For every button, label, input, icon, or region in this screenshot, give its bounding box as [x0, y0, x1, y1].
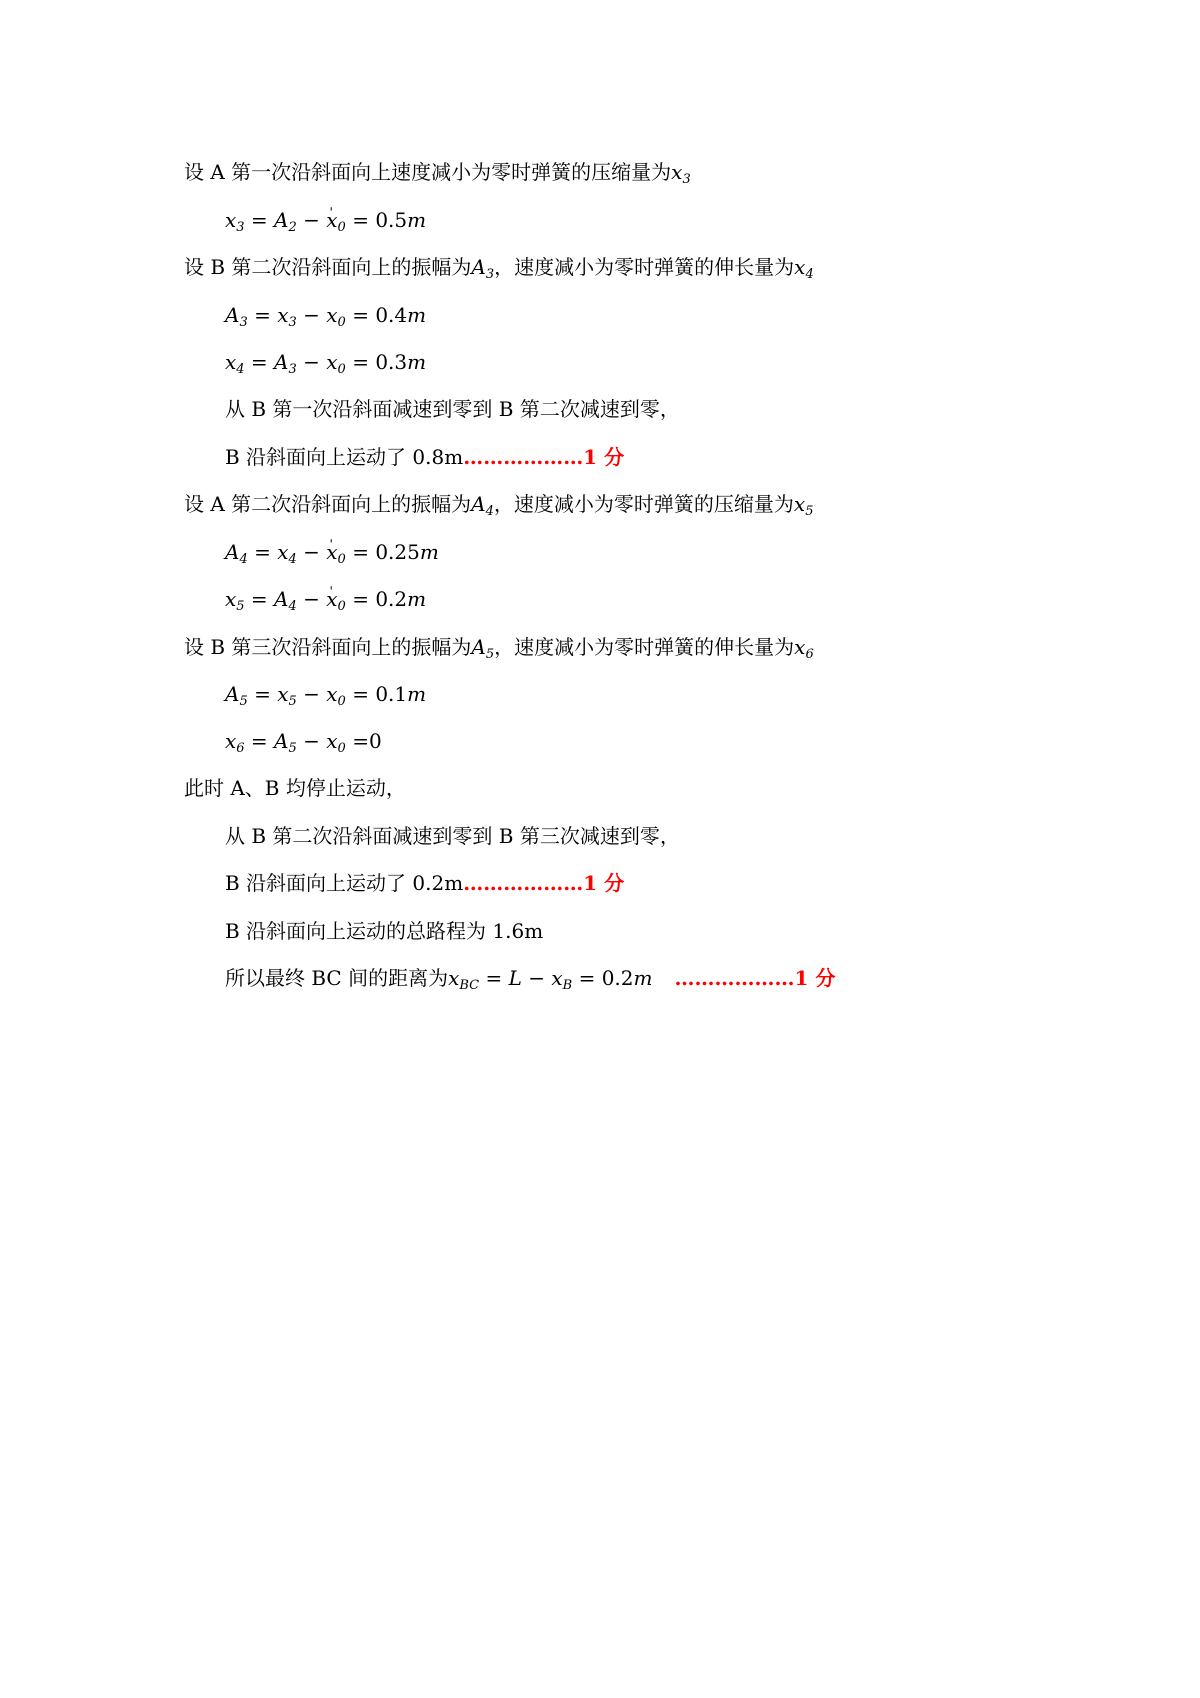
score-mark-3: ………………1 分 — [674, 966, 836, 990]
text-line-1 — [184, 156, 691, 188]
equation-line-10 — [225, 583, 426, 615]
text-line-16 — [225, 867, 624, 899]
equation-line-5 — [225, 346, 426, 378]
equation-A3: $A_3 = x_3 - x_0 = 0.4m$ — [225, 303, 427, 330]
line-17-text: B 沿斜面向上运动的总路程为 1.6m — [225, 919, 544, 943]
equation-x5: $x_5 = A_4 - x$ ˈ$_0$ = 0.2m — [225, 587, 426, 611]
line-1-text: 设 A 第一次沿斜面向上速度减小为零时弹簧的压缩量为 — [184, 160, 672, 184]
equation-x6: $x_6 = A_5 - x_0 =0$ — [225, 729, 382, 756]
var-x3: $x_3$ — [671, 160, 691, 187]
line-8-text-b: ，速度减小为零时弹簧的压缩量为 — [493, 492, 794, 516]
equation-line-2 — [225, 204, 426, 236]
equation-xBC-value: 0.2 — [601, 966, 634, 990]
equation-x5-value: 0.2 — [375, 587, 408, 611]
text-line-14 — [184, 772, 406, 804]
equation-A3-value: 0.4 — [375, 303, 408, 327]
text-line-17 — [225, 915, 543, 947]
line-16-text: B 沿斜面向上运动了 0.2m — [225, 871, 464, 895]
text-line-7 — [225, 441, 624, 473]
var-A3: $A_3$ — [471, 255, 495, 282]
var-x4: $x_4$ — [794, 255, 814, 282]
equation-x4-value: 0.3 — [375, 350, 408, 374]
line-18-text: 所以最终 BC 间的距离为 — [225, 966, 449, 990]
line-14-text: 此时 A、B 均停止运动， — [184, 776, 406, 800]
equation-line-9 — [225, 536, 439, 568]
var-x5: $x_5$ — [793, 492, 814, 519]
equation-x3: $x_3 = A_2 - x$ ˈ$_0$ = 0.5m — [225, 208, 426, 232]
equation-x6-value: 0 — [368, 729, 382, 753]
text-line-18 — [225, 962, 835, 994]
text-line-3 — [184, 251, 814, 283]
equation-A5-value: 0.1 — [375, 682, 408, 706]
text-line-8 — [184, 488, 813, 520]
equation-A4: $A_4 = x_4 - x$ ˈ$_0$ = 0.25m — [225, 540, 439, 564]
score-mark-1: ………………1 分 — [463, 445, 625, 469]
line-11-text: 设 B 第三次沿斜面向上的振幅为 — [184, 635, 472, 659]
equation-x3-value: 0.5 — [375, 208, 408, 232]
line-8-text: 设 A 第二次沿斜面向上的振幅为 — [184, 492, 472, 516]
score-mark-2: ………………1 分 — [463, 871, 625, 895]
line-15-text: 从 B 第二次沿斜面减速到零到 B 第三次减速到零， — [225, 824, 680, 848]
equation-A4-value: 0.25 — [375, 540, 420, 564]
line-7-text: B 沿斜面向上运动了 0.8m — [225, 445, 464, 469]
equation-A5: $A_5 = x_5 - x_0 = 0.1m$ — [225, 682, 427, 709]
equation-line-13 — [225, 725, 382, 757]
line-6-text: 从 B 第一次沿斜面减速到零到 B 第二次减速到零， — [225, 397, 680, 421]
var-A4: $A_4$ — [471, 492, 494, 519]
equation-xBC: $x_{BC} = L - x_B = 0.2m$ — [448, 966, 653, 993]
text-line-15 — [225, 820, 680, 852]
text-line-6 — [225, 393, 680, 425]
line-3-text: 设 B 第二次沿斜面向上的振幅为 — [184, 255, 472, 279]
line-11-text-b: ，速度减小为零时弹簧的伸长量为 — [494, 635, 795, 659]
line-3-text-b: ，速度减小为零时弹簧的伸长量为 — [494, 255, 795, 279]
var-A5: $A_5$ — [471, 635, 495, 662]
equation-line-12 — [225, 678, 426, 710]
equation-x4: $x_4 = A_3 - x_0 = 0.3m$ — [225, 350, 427, 377]
var-x6: $x_6$ — [794, 635, 814, 662]
equation-line-4 — [225, 299, 426, 331]
text-line-11 — [184, 631, 814, 663]
